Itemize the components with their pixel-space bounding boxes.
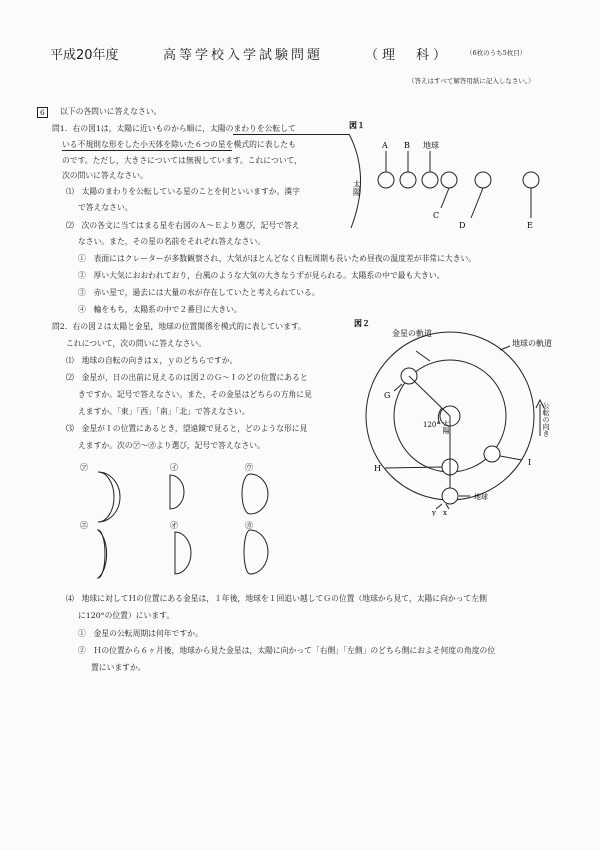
q2-sub2-b: きですか。記号で答えなさい。また，その金星はどちらの方角に見: [78, 390, 312, 399]
q2-line-2: これについて，次の問いに答えなさい。: [66, 339, 207, 348]
label-b: B: [404, 141, 410, 150]
q1-sub2-a: ⑵ 次の各文に当てはまる星を右図のＡ～Ｅより選び，記号で答え: [66, 221, 300, 230]
underline-2: [62, 150, 232, 151]
label-d: D: [459, 221, 466, 230]
phase-ka-shape: [244, 530, 268, 574]
planet-d: [475, 172, 491, 188]
figure-2: [350, 316, 580, 516]
angle-label: 120°: [423, 421, 440, 429]
planet-e: [523, 172, 539, 188]
q1-sub1-a: ⑴ 太陽のまわりを公転している星のことを何といいますか。漢字: [66, 187, 300, 196]
q1-sub1-b: で答えなさい。: [78, 203, 133, 212]
question-intro: 以下の各問いに答えなさい。: [60, 107, 162, 116]
figure-1: [345, 118, 570, 238]
exam-year: 平成20年度: [50, 48, 119, 63]
q1-line-3: のです。ただし，大きさについては無視しています。これについて，: [62, 156, 302, 165]
planet-earth: [422, 172, 438, 188]
q2-sub4-item-2b: 置にいますか。: [91, 663, 146, 672]
exam-subject: （理 科）: [365, 48, 451, 63]
q2-sub2-a: ⑵ 金星が，日の出前に見えるのは図２のＧ～Ｉのどの位置にあると: [66, 373, 308, 382]
q1-statement-4: ④ 輪をもち，太陽系の中で２番目に大きい。: [78, 305, 242, 314]
earth-orbit-label: 地球の軌道: [512, 339, 552, 348]
q1-line-2: いる不規則な形をした小天体を除いた６つの星を模式的に表したも: [62, 140, 296, 149]
underline-1: [233, 134, 349, 135]
page-indicator: （6枚のうち5枚目）: [466, 49, 527, 57]
earth-label-2: 地球: [474, 493, 488, 501]
earth-circle: [442, 488, 458, 504]
q2-sub1: ⑴ 地球の自転の向きはｘ，ｙのどちらですか。: [66, 356, 238, 365]
q1-statement-2: ② 厚い大気におおわれており，台風のような大気の大きなうずが見られる。太陽系の中で最も大きい。: [78, 271, 445, 280]
axis-y: y: [432, 509, 436, 516]
choice-u: ㋒: [245, 463, 253, 472]
q1-statement-3: ③ 赤い星で，過去には大量の水が存在していたと考えられている。: [78, 288, 320, 297]
venus-i: [484, 446, 500, 462]
choice-ka: ㋕: [245, 521, 253, 530]
q2-sub4-item-1: ① 金星の公転周期は何年ですか。: [78, 629, 203, 638]
label-e: E: [527, 221, 533, 230]
q2-sub3-a: ⑶ 金星がＩの位置にあるとき，望遠鏡で見ると，どのような形に見: [66, 424, 308, 433]
exam-title: 高等学校入学試験問題: [163, 48, 324, 63]
q1-line-1: 問1．右の図1は，太陽に近いものから順に，太陽のまわりを公転して: [52, 124, 296, 133]
figure-1-label: 図１: [349, 120, 365, 130]
planet-b: [400, 172, 416, 188]
label-c: C: [433, 211, 440, 220]
planet-c: [441, 172, 457, 188]
q2-sub2-c: えますか。「東」「西」「南」「北」で答えなさい。: [78, 407, 250, 416]
phase-o-shape: [175, 532, 191, 574]
q2-sub3-b: えますか。次の㋐～㋕より選び，記号で答えなさい。: [78, 441, 265, 450]
q2-sub4-b: に120°の位置）にいます。: [78, 611, 175, 620]
question-number: 6: [37, 107, 48, 118]
choice-o: ㋔: [170, 521, 178, 530]
choice-a: ㋐: [80, 463, 88, 472]
answer-note: （答えはすべて解答用紙に記入しなさい。）: [408, 77, 535, 85]
label-earth: 地球: [423, 141, 439, 150]
q1-sub2-b: なさい。また，その星の名前をそれぞれ答えなさい。: [78, 237, 266, 246]
venus-orbit-label: 金星の軌道: [392, 329, 432, 338]
point-g: G: [384, 391, 391, 400]
venus-phase-choices: [70, 460, 310, 580]
q2-sub4-a: ⑷ 地球に対してＨの位置にある金星は，１年後，地球を１回追い越してＧの位置（地球から見て，太陽に向かって左側: [66, 594, 487, 603]
figure-2-label: 図２: [354, 318, 370, 328]
sun-label: 太陽: [352, 180, 362, 196]
label-a: A: [382, 141, 388, 150]
q1-line-4: 次の問いに答えなさい。: [62, 171, 148, 180]
point-i: I: [528, 458, 532, 467]
q2-line-1: 問2．右の図２は太陽と金星，地球の位置関係を模式的に表しています。: [52, 322, 306, 331]
choice-e: ㋓: [80, 521, 88, 530]
choice-i: ㋑: [170, 463, 178, 472]
q1-statement-1: ① 表面にはクレーターが多数観察され，大気がほとんどなく自転周期も長いため昼夜の温度差が非常に大きい。: [78, 254, 477, 263]
phase-i-shape: [170, 475, 184, 509]
phase-a-shape: [98, 472, 120, 522]
axis-x: x: [443, 509, 447, 516]
planet-a: [378, 172, 394, 188]
revolution-label: 公転の向き: [542, 402, 550, 437]
point-h: H: [374, 464, 381, 473]
phase-u-shape: [242, 474, 268, 514]
phase-e-shape: [98, 530, 107, 578]
q2-sub4-item-2a: ② Ｈの位置から６ヶ月後，地球から見た金星は，太陽に向かって「右側」「左側」のどちら側におよそ何度の角度の位: [78, 646, 496, 655]
sun-label-2: 太陽: [442, 420, 450, 434]
